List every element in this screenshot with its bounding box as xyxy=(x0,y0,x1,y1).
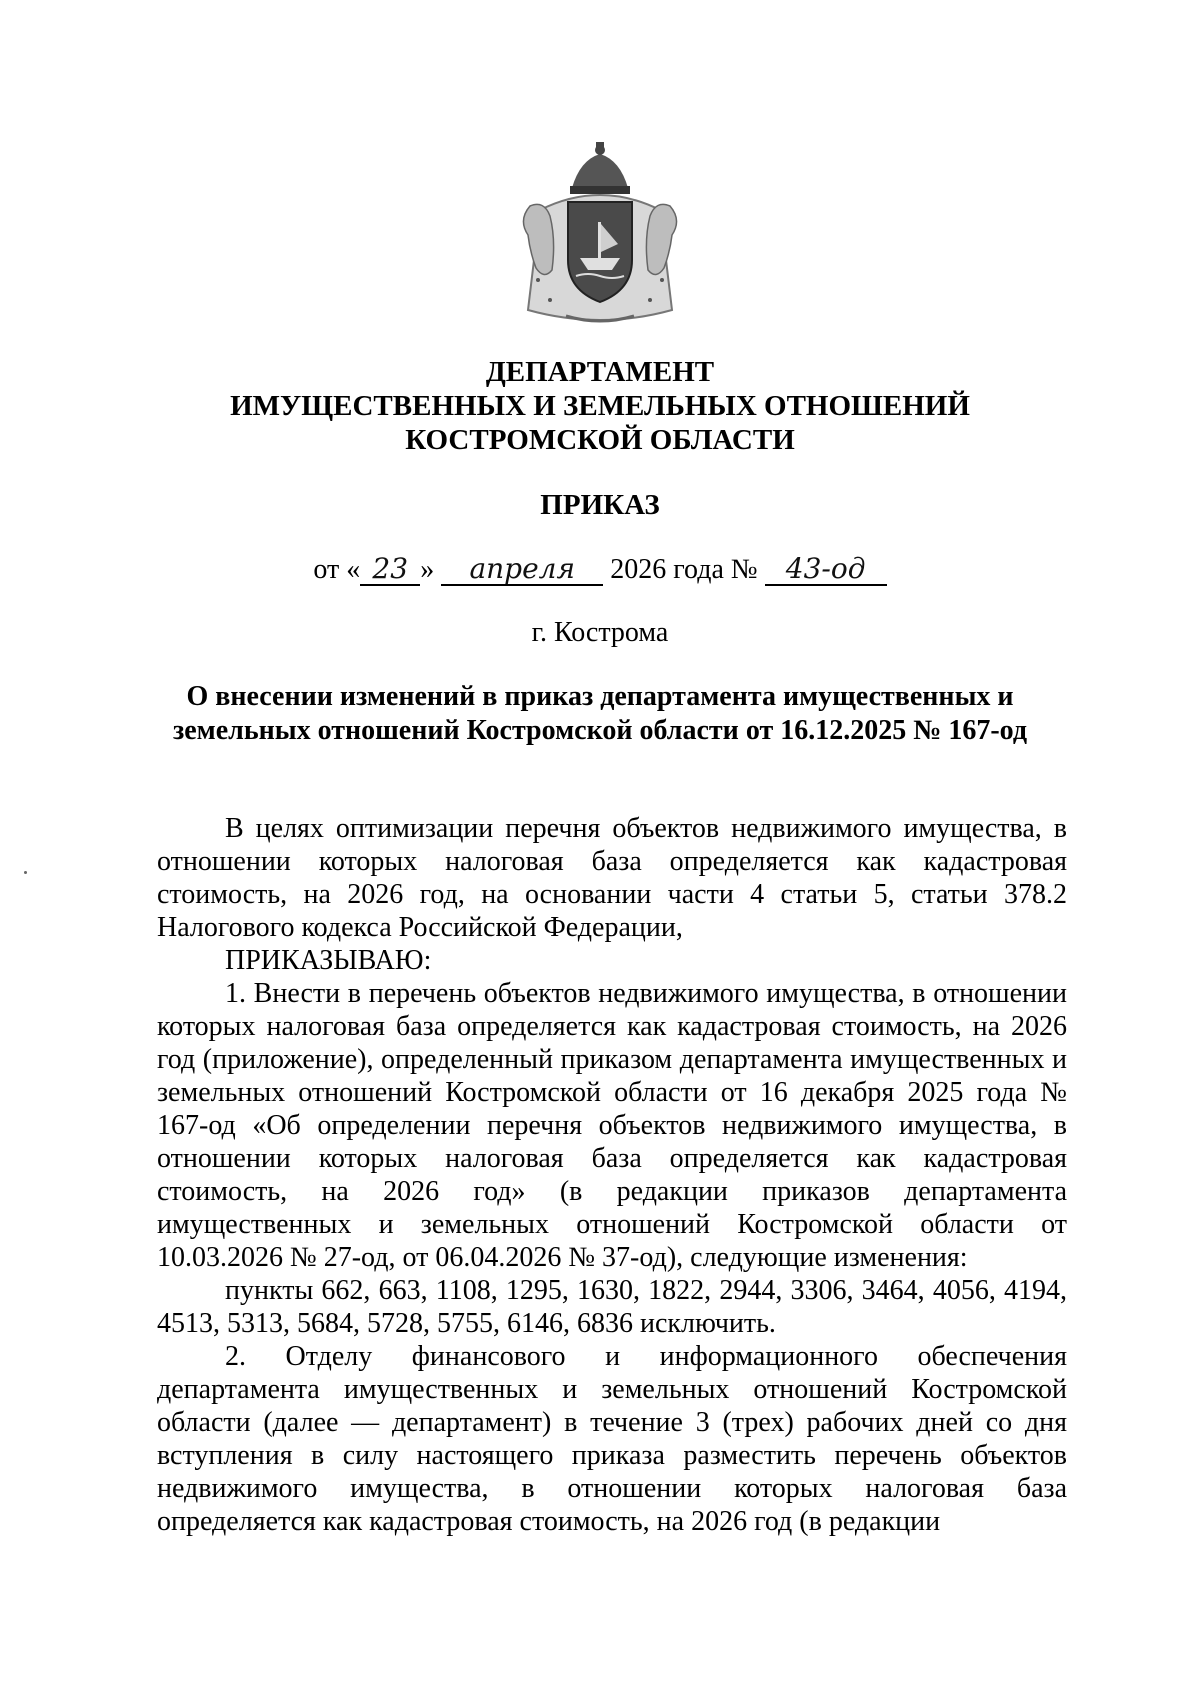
paragraph-preamble: В целях оптимизации перечня объектов недвижимого имущества, в отношении которых налоговая база определяется как кадастровая стоимость, на 2026 год, на основании части 4 статьи 5, статьи 378.2 Налогового кодекса Российской Федерации, xyxy=(157,813,1067,943)
date-line xyxy=(0,550,1200,590)
handwritten-day: 23 xyxy=(360,554,420,586)
paragraph-item-2: 2. Отделу финансового и информационного обеспечения департамента имущественных и земельных отношений Костромской области (далее — департамент) в течение 3 (трех) рабочих дней со дня вступления в силу настоящего приказа разместить перечень объектов недвижимого имущества, в отношении которых налоговая база определяется как кадастровая стоимость, на 2026 год (в редакции xyxy=(157,1341,1067,1537)
paragraph-order-word: ПРИКАЗЫВАЮ: xyxy=(225,945,432,976)
scan-speck xyxy=(24,871,27,874)
handwritten-order-number: 43-од xyxy=(765,554,887,586)
coat-of-arms-icon xyxy=(510,140,690,330)
handwritten-month: апреля xyxy=(441,554,603,586)
city: г. Кострома xyxy=(531,617,669,648)
department-line-2: ИМУЩЕСТВЕННЫХ И ЗЕМЕЛЬНЫХ ОТНОШЕНИЙ xyxy=(230,390,970,422)
paragraph-item-1-list: пункты 662, 663, 1108, 1295, 1630, 1822, 2944, 3306, 3464, 4056, 4194, 4513, 5313, 5684, 5728, 5755, 6146, 6836 исключить. xyxy=(157,1275,1067,1339)
document-body xyxy=(157,812,1067,1538)
date-prefix: от « xyxy=(313,554,361,585)
document-subject xyxy=(0,680,1200,748)
date-year-text: 2026 года № xyxy=(610,554,758,585)
department-name xyxy=(0,355,1200,457)
subject-line-1: О внесении изменений в приказ департамента имущественных и xyxy=(186,681,1014,712)
department-line-3: КОСТРОМСКОЙ ОБЛАСТИ xyxy=(405,424,795,456)
date-close-quote: » xyxy=(420,554,435,585)
paragraph-item-1: 1. Внести в перечень объектов недвижимого имущества, в отношении которых налоговая база определяется как кадастровая стоимость, на 2026 год (приложение), определенный приказом департамента имущественных и земельных отношений Костромской области от 16 декабря 2025 года № 167-од «Об определении перечня объектов недвижимого имущества, в отношении которых налоговая база определяется как кадастровая стоимость, на 2026 год» (в редакции приказов департамента имущественных и земельных отношений Костромской области от 10.03.2026 № 27-од, от 06.04.2026 № 37-од), следующие изменения: xyxy=(157,978,1067,1273)
document-type: ПРИКАЗ xyxy=(540,489,660,521)
department-line-1: ДЕПАРТАМЕНТ xyxy=(485,356,715,388)
subject-line-2: земельных отношений Костромской области от 16.12.2025 № 167-од xyxy=(172,715,1028,746)
